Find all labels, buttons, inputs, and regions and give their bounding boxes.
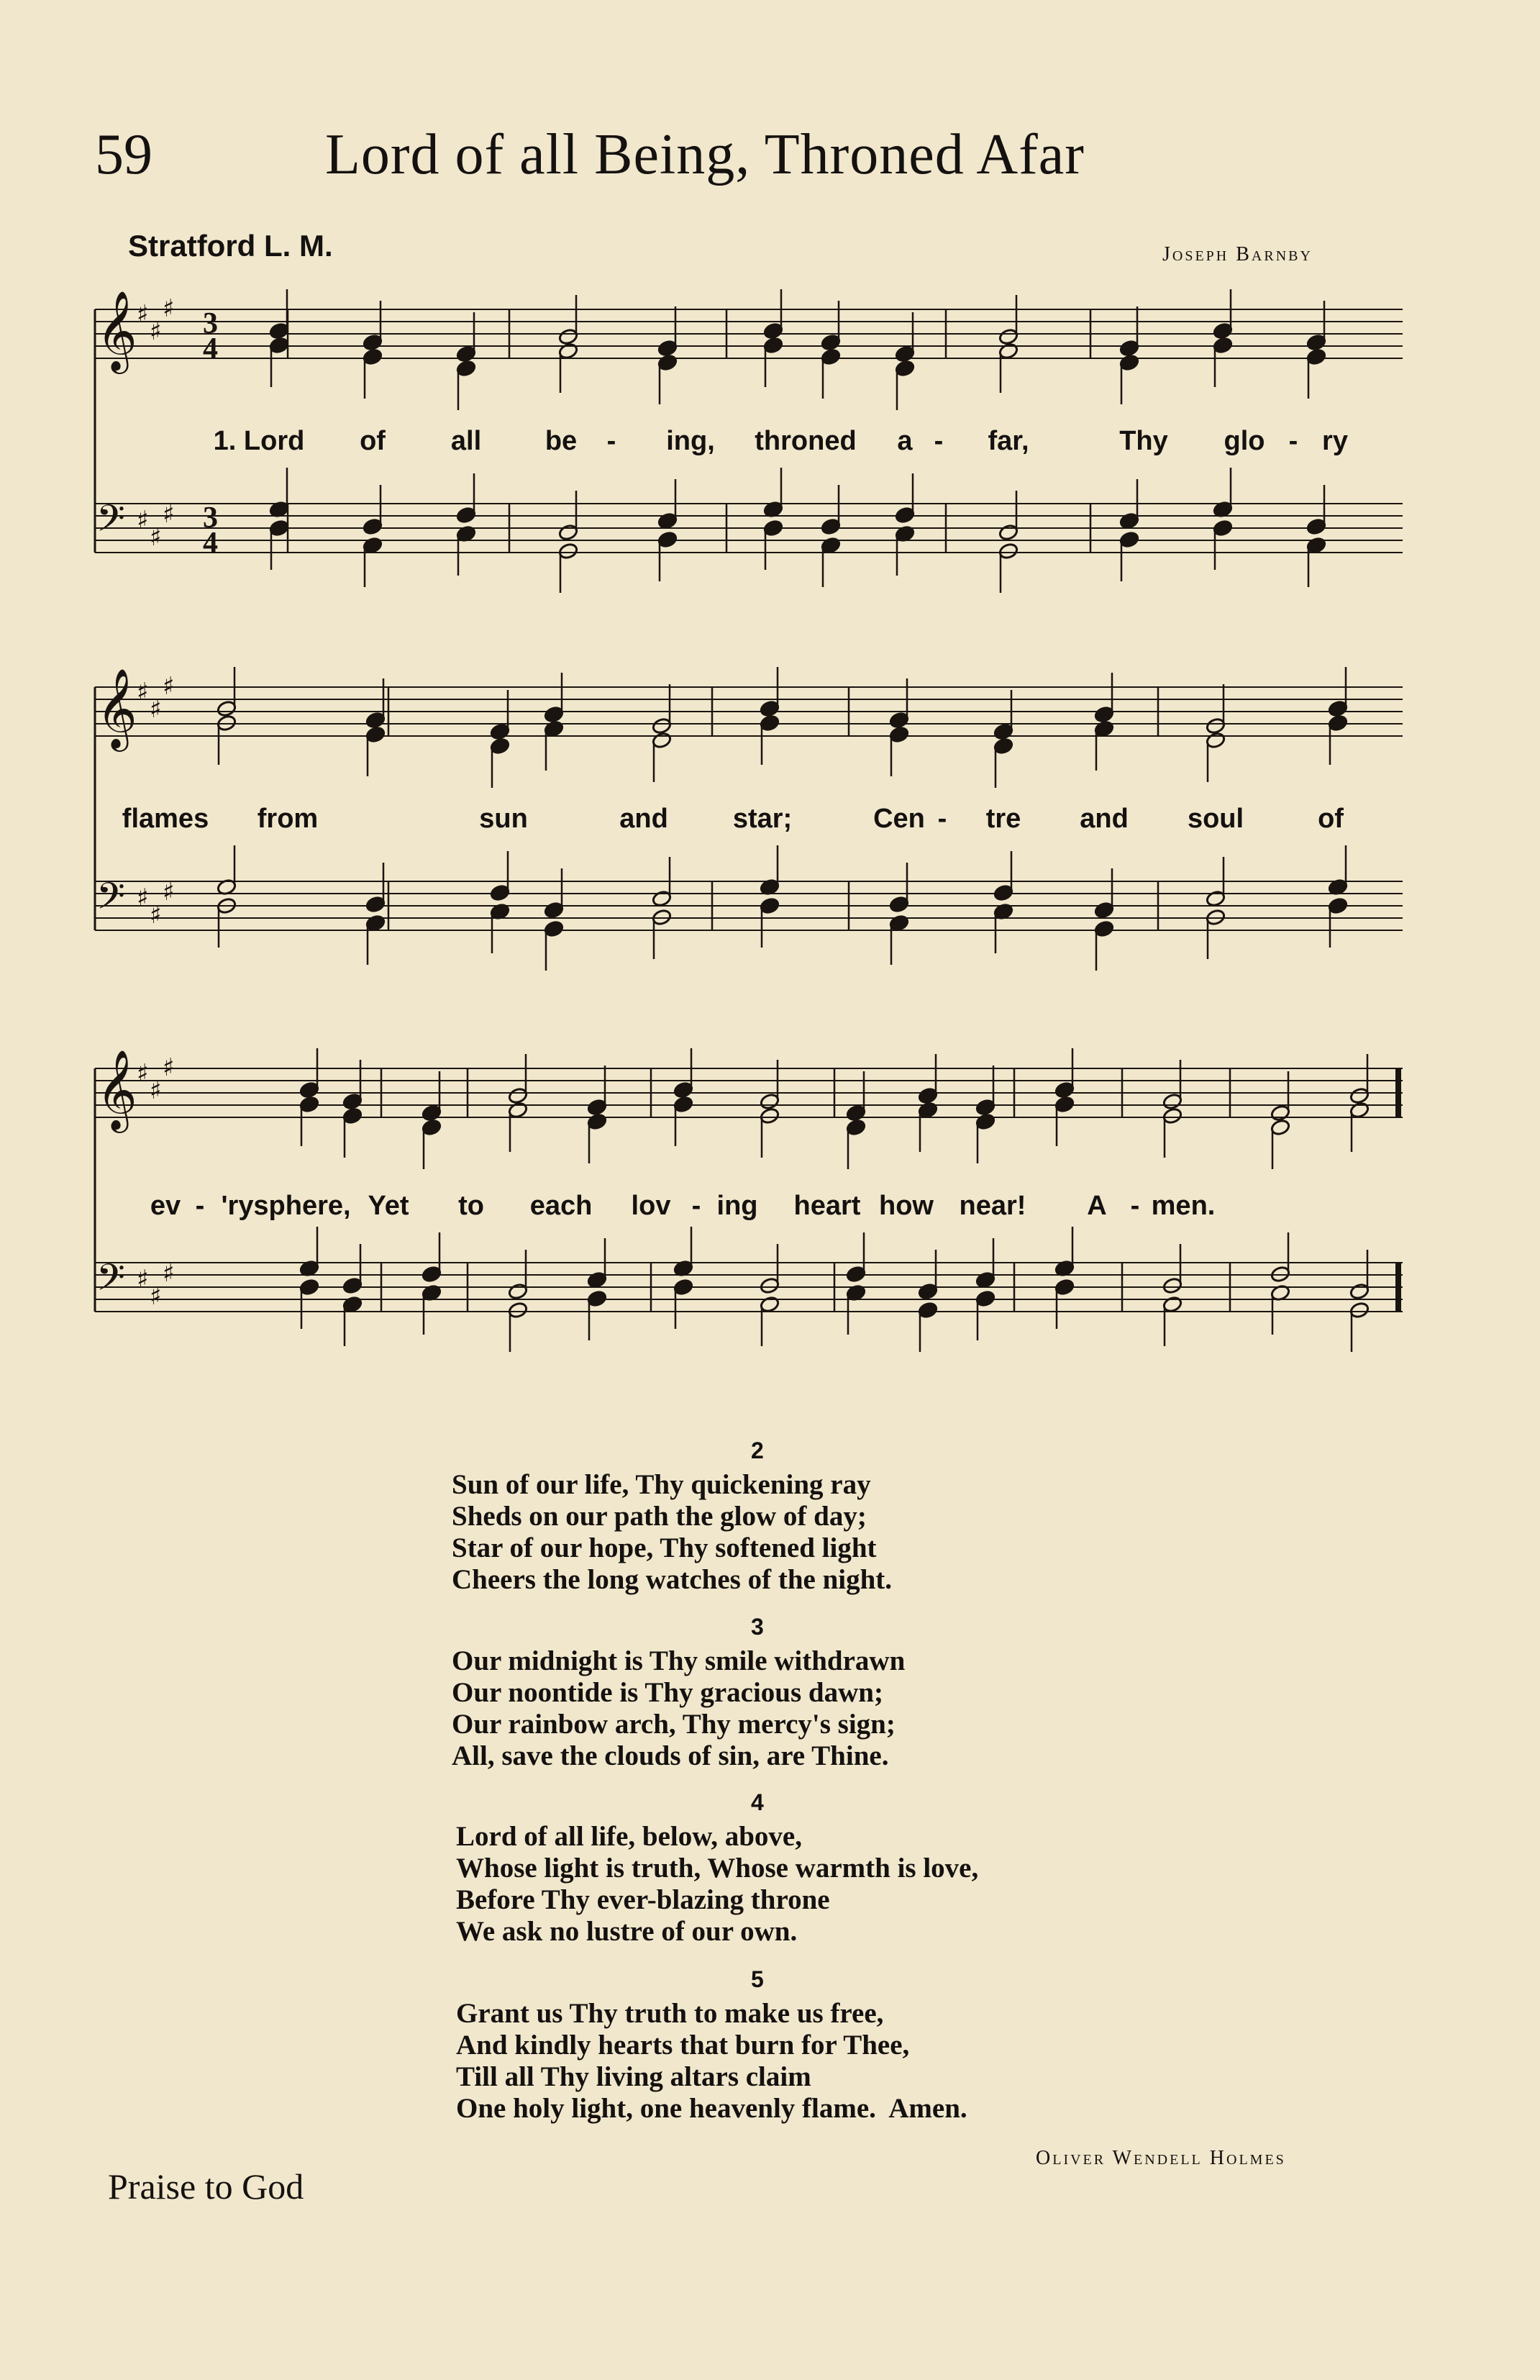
final-barline (1395, 1263, 1401, 1312)
treble-clef-icon: 𝄞 (96, 290, 137, 371)
lyric-syllable: ev (150, 1191, 181, 1221)
lyric-syllable: ry (1322, 426, 1348, 456)
sharp-sign: ♯ (150, 901, 162, 930)
section-footer: Praise to God (108, 2166, 304, 2207)
lyric-syllable: - (937, 804, 947, 834)
sharp-sign: ♯ (137, 1059, 149, 1088)
time-signature-top: 3 (203, 307, 218, 340)
lyric-syllable: - (691, 1191, 701, 1221)
sharp-sign: ♯ (137, 678, 149, 707)
verse-text: Our midnight is Thy smile withdrawn Our noontide is Thy gracious dawn; Our rainbow arch, Thy mercy's sign; All, save the clouds of sin, are Thine. (452, 1645, 906, 1771)
lyric-syllable: glo (1224, 426, 1265, 456)
lyric-syllable: - (1288, 426, 1298, 456)
music-system-3 (94, 1047, 1410, 1414)
lyric-syllable: - (606, 426, 616, 456)
verse-number: 3 (751, 1614, 764, 1640)
time-signature-top: 3 (203, 501, 218, 535)
lyric-syllable: throned (755, 426, 857, 456)
lyric-syllable: - (195, 1191, 205, 1221)
sharp-sign: ♯ (137, 300, 149, 329)
lyric-syllable: be (545, 426, 578, 456)
bass-clef-icon: 𝄢 (96, 496, 125, 549)
lyric-syllable: Thy (1119, 426, 1168, 456)
author-credit: Oliver Wendell Holmes (1036, 2147, 1286, 2169)
final-barline (1395, 1068, 1401, 1117)
lyric-syllable: Cen (873, 804, 925, 834)
verse-number: 2 (751, 1437, 764, 1463)
lyric-syllable: sphere, (253, 1191, 351, 1221)
lyric-syllable: heart (793, 1191, 861, 1221)
lyric-syllable: star; (732, 804, 793, 834)
lyric-syllable: near! (959, 1191, 1026, 1221)
verse-text: Sun of our life, Thy quickening ray Sheds on our path the glow of day; Star of our hope, Thy softened light Cheers the long watches of the night. (452, 1469, 893, 1595)
lyric-syllable: - (934, 426, 944, 456)
sharp-sign: ♯ (150, 523, 162, 552)
lyric-syllable: tre (985, 804, 1021, 834)
lyric-syllable: from (257, 804, 319, 834)
lyric-syllable: far, (988, 426, 1029, 456)
lyric-syllable: A (1087, 1191, 1107, 1221)
sharp-sign: ♯ (163, 294, 175, 323)
lyric-line-3 (94, 1191, 1410, 1227)
sharp-sign: ♯ (150, 695, 162, 724)
bass-clef-icon: 𝄢 (96, 1255, 125, 1308)
lyric-syllable: 'ry (221, 1191, 254, 1221)
sharp-sign: ♯ (150, 317, 162, 346)
sharp-sign: ♯ (150, 1282, 162, 1311)
sharp-sign: ♯ (163, 500, 175, 529)
composer-credit: Joseph Barnby (1162, 243, 1313, 265)
treble-clef-icon: 𝄞 (96, 1049, 137, 1130)
music-system-2 (94, 666, 1410, 1004)
lyric-syllable: a (897, 426, 913, 456)
lyric-syllable: flames (122, 804, 209, 834)
lyric-syllable: of (360, 426, 386, 456)
lyric-syllable: and (619, 804, 668, 834)
lyric-syllable: how (879, 1191, 934, 1221)
lyric-syllable: 1. Lord (213, 426, 305, 456)
lyric-syllable: of (1318, 804, 1344, 834)
verse-number: 4 (751, 1789, 764, 1815)
lyric-syllable: - (1130, 1191, 1140, 1221)
sharp-sign: ♯ (163, 1053, 175, 1082)
music-system-1 (94, 288, 1410, 626)
sharp-sign: ♯ (150, 1076, 162, 1105)
lyric-syllable: ing, (666, 426, 715, 456)
sharp-sign: ♯ (163, 1259, 175, 1288)
verse-text: Lord of all life, below, above, Whose light is truth, Whose warmth is love, Before Thy ever-blazing throne We ask no lustre of our own. (456, 1821, 979, 1947)
lyric-syllable: sun (479, 804, 528, 834)
lyric-syllable: each (529, 1191, 593, 1221)
bass-clef-icon: 𝄢 (96, 874, 125, 927)
hymn-title: Lord of all Being, Throned Afar (325, 123, 1085, 186)
lyric-syllable: all (450, 426, 482, 456)
music-staff-svg-3 (94, 1047, 1410, 1414)
lyric-line-2 (94, 804, 1410, 840)
lyric-syllable: ing (716, 1191, 758, 1221)
lyric-syllable: Yet (368, 1191, 409, 1221)
sharp-sign: ♯ (137, 506, 149, 535)
hymn-number: 59 (95, 123, 152, 186)
lyric-syllable: men. (1151, 1191, 1216, 1221)
treble-clef-icon: 𝄞 (96, 668, 137, 748)
lyric-syllable: and (1080, 804, 1129, 834)
time-signature-bottom: 4 (203, 332, 218, 365)
sharp-sign: ♯ (163, 878, 175, 907)
time-signature-bottom: 4 (203, 527, 218, 560)
sharp-sign: ♯ (137, 1265, 149, 1294)
sharp-sign: ♯ (163, 672, 175, 701)
lyric-syllable: soul (1187, 804, 1244, 834)
verse-text: Grant us Thy truth to make us free, And kindly hearts that burn for Thee, Till all Thy living altars claim One holy light, one heavenly flame. Amen. (456, 1998, 967, 2124)
lyric-syllable: to (458, 1191, 484, 1221)
verse-number: 5 (751, 1966, 764, 1992)
lyric-line-1 (94, 426, 1410, 462)
sharp-sign: ♯ (137, 884, 149, 912)
tune-name: Stratford L. M. (128, 229, 333, 263)
lyric-syllable: lov (631, 1191, 671, 1221)
